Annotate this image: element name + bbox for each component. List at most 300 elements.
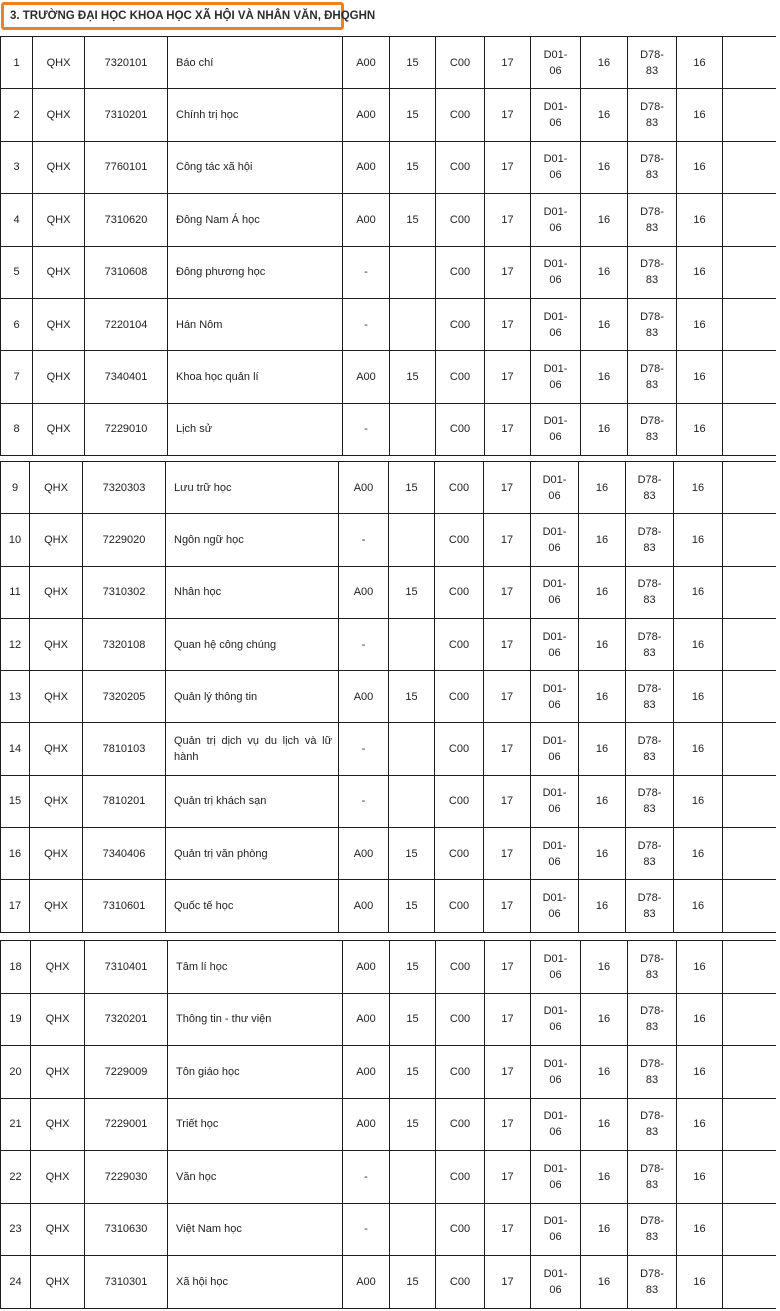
school-code: QHX xyxy=(31,1098,85,1151)
combo-1: A00 xyxy=(343,1046,390,1099)
combo-code-prefix: D78- xyxy=(637,473,662,486)
score-1: 15 xyxy=(390,1046,436,1099)
combo-code-suffix: 83 xyxy=(643,751,656,764)
combo-code-suffix: 06 xyxy=(548,489,561,502)
score-3: 16 xyxy=(581,1203,628,1256)
combo-3 xyxy=(531,89,581,141)
score-3: 16 xyxy=(581,89,628,141)
combo-3 xyxy=(531,1256,581,1309)
combo-code-suffix: 06 xyxy=(548,594,561,607)
empty-cell xyxy=(723,1151,776,1204)
combo-1: A00 xyxy=(339,566,389,618)
table-row xyxy=(1,462,776,514)
score-4: 16 xyxy=(677,246,723,298)
score-2: 17 xyxy=(485,1203,531,1256)
combo-code-suffix: 06 xyxy=(549,431,562,444)
row-number: 5 xyxy=(1,246,33,298)
combo-code-suffix: 83 xyxy=(643,855,656,868)
combo-code-suffix: 83 xyxy=(645,968,659,981)
combo-code-suffix: 83 xyxy=(643,908,656,921)
empty-cell xyxy=(723,298,776,350)
combo-code-prefix: D78- xyxy=(637,787,662,800)
major-name: Thông tin - thư viện xyxy=(168,993,343,1046)
major-code: 7229010 xyxy=(85,403,168,455)
score-1 xyxy=(389,618,435,670)
score-4: 16 xyxy=(677,298,723,350)
combo-1: - xyxy=(343,246,390,298)
score-4: 16 xyxy=(677,1151,723,1204)
school-code: QHX xyxy=(33,298,85,350)
combo-3 xyxy=(531,246,581,298)
table-row xyxy=(1,1151,776,1204)
major-code: 7229020 xyxy=(83,514,166,566)
score-2: 17 xyxy=(484,566,531,618)
combo-code-prefix: D78- xyxy=(637,735,662,748)
score-2: 17 xyxy=(485,194,531,246)
combo-4 xyxy=(626,671,674,723)
school-code: QHX xyxy=(31,993,85,1046)
combo-3 xyxy=(531,723,579,775)
table-row xyxy=(1,298,776,350)
score-3: 16 xyxy=(581,246,628,298)
row-number: 23 xyxy=(1,1203,31,1256)
score-1: 15 xyxy=(390,89,436,141)
score-1: 15 xyxy=(390,1098,436,1151)
empty-cell xyxy=(723,403,776,455)
score-4: 16 xyxy=(674,671,723,723)
row-number: 13 xyxy=(1,671,30,723)
combo-code-prefix: D78- xyxy=(640,101,664,114)
empty-cell xyxy=(723,1203,776,1256)
combo-code-prefix: D01- xyxy=(543,1215,568,1228)
combo-1: - xyxy=(343,1203,390,1256)
combo-4 xyxy=(626,775,674,827)
score-4: 16 xyxy=(677,941,723,994)
combo-2: C00 xyxy=(436,141,485,193)
combo-code-suffix: 06 xyxy=(549,379,562,392)
combo-code-suffix: 83 xyxy=(645,64,659,77)
combo-1: A00 xyxy=(339,880,389,932)
combo-3 xyxy=(531,941,581,994)
major-code: 7320108 xyxy=(83,618,166,670)
row-number: 19 xyxy=(1,993,31,1046)
empty-cell xyxy=(723,246,776,298)
major-name: Triết học xyxy=(168,1098,343,1151)
combo-code-prefix: D78- xyxy=(640,363,664,376)
combo-code-prefix: D01- xyxy=(543,48,568,61)
combo-4 xyxy=(626,514,674,566)
combo-code-suffix: 83 xyxy=(645,221,659,234)
empty-cell xyxy=(723,462,776,514)
score-2: 17 xyxy=(485,403,531,455)
row-number: 17 xyxy=(1,880,30,932)
combo-4 xyxy=(628,1098,677,1151)
combo-3 xyxy=(531,1151,581,1204)
table-block xyxy=(0,940,776,1309)
combo-code-suffix: 83 xyxy=(645,1073,659,1086)
table-block xyxy=(0,461,776,933)
combo-code-suffix: 06 xyxy=(549,169,562,182)
empty-cell xyxy=(723,1046,776,1099)
row-number: 21 xyxy=(1,1098,31,1151)
table-row xyxy=(1,403,776,455)
score-3: 16 xyxy=(581,403,628,455)
school-code: QHX xyxy=(33,141,85,193)
score-4: 16 xyxy=(674,775,723,827)
empty-cell xyxy=(723,194,776,246)
score-2: 17 xyxy=(484,671,531,723)
empty-cell xyxy=(723,1256,776,1309)
combo-2: C00 xyxy=(436,941,485,994)
major-code: 7220104 xyxy=(85,298,168,350)
combo-2: C00 xyxy=(436,1098,485,1151)
school-code: QHX xyxy=(30,880,83,932)
major-name: Quản trị khách sạn xyxy=(166,775,339,827)
score-3: 16 xyxy=(581,1046,628,1099)
combo-code-suffix: 83 xyxy=(645,1021,659,1034)
score-2: 17 xyxy=(485,993,531,1046)
empty-cell xyxy=(723,89,776,141)
major-code: 7810103 xyxy=(83,723,166,775)
combo-code-suffix: 83 xyxy=(643,541,656,554)
combo-code-suffix: 83 xyxy=(643,646,656,659)
combo-code-suffix: 06 xyxy=(549,968,562,981)
table-row xyxy=(1,618,776,670)
combo-code-prefix: D01- xyxy=(543,153,568,166)
major-code: 7340401 xyxy=(85,351,168,403)
combo-3 xyxy=(531,828,579,880)
combo-3 xyxy=(531,194,581,246)
empty-cell xyxy=(723,566,776,618)
table-row xyxy=(1,1256,776,1309)
row-number: 6 xyxy=(1,298,33,350)
table-row xyxy=(1,1046,776,1099)
combo-3 xyxy=(531,141,581,193)
table-row xyxy=(1,351,776,403)
combo-2: C00 xyxy=(435,462,484,514)
score-1: 15 xyxy=(390,993,436,1046)
combo-4 xyxy=(626,828,674,880)
table-row xyxy=(1,993,776,1046)
score-1: 15 xyxy=(389,462,435,514)
score-1: 15 xyxy=(390,941,436,994)
score-1 xyxy=(390,403,436,455)
major-name: Quản trị dịch vụ du lịch và lữ hành xyxy=(166,723,339,775)
combo-1: - xyxy=(343,298,390,350)
combo-code-prefix: D01- xyxy=(543,1162,568,1175)
row-number: 18 xyxy=(1,941,31,994)
major-name: Tôn giáo học xyxy=(168,1046,343,1099)
row-number: 10 xyxy=(1,514,30,566)
combo-code-suffix: 06 xyxy=(548,751,561,764)
major-code: 7310620 xyxy=(85,194,168,246)
score-4: 16 xyxy=(677,1256,723,1309)
table-row xyxy=(1,37,776,89)
major-code: 7320101 xyxy=(85,37,168,89)
combo-3 xyxy=(531,514,579,566)
combo-3 xyxy=(531,403,581,455)
combo-2: C00 xyxy=(436,351,485,403)
combo-code-prefix: D78- xyxy=(640,153,664,166)
combo-1: - xyxy=(339,514,389,566)
combo-1: - xyxy=(339,618,389,670)
score-4: 16 xyxy=(674,828,723,880)
major-name: Đông Nam Á học xyxy=(168,194,343,246)
section-title: 3. TRƯỜNG ĐẠI HỌC KHOA HỌC XÃ HỘI VÀ NHÂN VĂN, ĐHQGHN xyxy=(10,10,376,22)
major-name: Quản lý thông tin xyxy=(166,671,339,723)
major-code: 7310302 xyxy=(83,566,166,618)
school-code: QHX xyxy=(33,351,85,403)
score-2: 17 xyxy=(485,1046,531,1099)
score-1 xyxy=(389,514,435,566)
combo-3 xyxy=(531,880,579,932)
combo-2: C00 xyxy=(435,671,484,723)
combo-code-prefix: D78- xyxy=(637,630,662,643)
combo-code-prefix: D01- xyxy=(542,630,567,643)
score-3: 16 xyxy=(579,462,626,514)
combo-code-suffix: 83 xyxy=(645,1126,659,1139)
school-code: QHX xyxy=(33,246,85,298)
combo-4 xyxy=(628,993,677,1046)
combo-1: A00 xyxy=(343,1098,390,1151)
row-number: 9 xyxy=(1,462,30,514)
score-4: 16 xyxy=(677,194,723,246)
score-2: 17 xyxy=(485,37,531,89)
combo-2: C00 xyxy=(435,775,484,827)
empty-cell xyxy=(723,141,776,193)
major-code: 7310201 xyxy=(85,89,168,141)
combo-4 xyxy=(628,1151,677,1204)
combo-4 xyxy=(626,462,674,514)
combo-1: A00 xyxy=(343,993,390,1046)
combo-4 xyxy=(628,141,677,193)
school-code: QHX xyxy=(33,37,85,89)
combo-4 xyxy=(628,351,677,403)
score-1: 15 xyxy=(389,828,435,880)
school-code: QHX xyxy=(31,1151,85,1204)
empty-cell xyxy=(723,1098,776,1151)
empty-cell xyxy=(723,618,776,670)
major-code: 7810201 xyxy=(83,775,166,827)
combo-code-prefix: D01- xyxy=(543,363,568,376)
score-3: 16 xyxy=(579,514,626,566)
combo-1: - xyxy=(339,775,389,827)
section-header xyxy=(1,2,376,30)
combo-4 xyxy=(626,618,674,670)
combo-code-prefix: D78- xyxy=(637,682,662,695)
combo-4 xyxy=(626,566,674,618)
score-1 xyxy=(390,298,436,350)
row-number: 1 xyxy=(1,37,33,89)
major-code: 7229030 xyxy=(85,1151,168,1204)
row-number: 7 xyxy=(1,351,33,403)
table-block xyxy=(0,36,776,456)
major-code: 7320201 xyxy=(85,993,168,1046)
score-2: 17 xyxy=(484,514,531,566)
table-row xyxy=(1,775,776,827)
score-2: 17 xyxy=(485,298,531,350)
table-row xyxy=(1,941,776,994)
combo-2: C00 xyxy=(436,1256,485,1309)
score-4: 16 xyxy=(674,462,723,514)
row-number: 8 xyxy=(1,403,33,455)
row-number: 4 xyxy=(1,194,33,246)
combo-1: - xyxy=(343,403,390,455)
major-code: 7320205 xyxy=(83,671,166,723)
school-code: QHX xyxy=(30,775,83,827)
combo-code-suffix: 83 xyxy=(645,379,659,392)
row-number: 24 xyxy=(1,1256,31,1309)
score-4: 16 xyxy=(677,1046,723,1099)
combo-code-prefix: D01- xyxy=(543,310,568,323)
combo-3 xyxy=(531,993,581,1046)
score-1: 15 xyxy=(389,880,435,932)
major-code: 7320303 xyxy=(83,462,166,514)
school-code: QHX xyxy=(30,618,83,670)
combo-code-prefix: D78- xyxy=(640,1215,664,1228)
table-row xyxy=(1,514,776,566)
combo-code-prefix: D78- xyxy=(637,578,662,591)
combo-3 xyxy=(531,351,581,403)
empty-cell xyxy=(723,828,776,880)
row-number: 22 xyxy=(1,1151,31,1204)
score-2: 17 xyxy=(484,462,531,514)
combo-4 xyxy=(628,403,677,455)
school-code: QHX xyxy=(30,671,83,723)
combo-1: A00 xyxy=(343,351,390,403)
combo-code-suffix: 83 xyxy=(645,326,659,339)
combo-code-prefix: D78- xyxy=(640,1162,664,1175)
combo-code-suffix: 06 xyxy=(548,803,561,816)
combo-3 xyxy=(531,298,581,350)
score-2: 17 xyxy=(484,775,531,827)
school-code: QHX xyxy=(33,403,85,455)
score-2: 17 xyxy=(485,1256,531,1309)
combo-3 xyxy=(531,566,579,618)
combo-code-prefix: D78- xyxy=(640,415,664,428)
score-4: 16 xyxy=(674,514,723,566)
combo-code-suffix: 83 xyxy=(643,803,656,816)
score-1 xyxy=(390,246,436,298)
score-3: 16 xyxy=(579,566,626,618)
combo-code-prefix: D78- xyxy=(640,205,664,218)
score-2: 17 xyxy=(484,880,531,932)
combo-2: C00 xyxy=(435,566,484,618)
school-code: QHX xyxy=(31,941,85,994)
combo-code-suffix: 06 xyxy=(549,1231,562,1244)
major-name: Tâm lí học xyxy=(168,941,343,994)
combo-code-prefix: D01- xyxy=(542,839,567,852)
score-3: 16 xyxy=(579,828,626,880)
combo-code-prefix: D01- xyxy=(542,578,567,591)
combo-code-prefix: D78- xyxy=(640,952,664,965)
combo-code-suffix: 83 xyxy=(645,274,659,287)
score-4: 16 xyxy=(677,89,723,141)
row-number: 3 xyxy=(1,141,33,193)
combo-code-prefix: D01- xyxy=(543,1057,568,1070)
combo-2: C00 xyxy=(436,37,485,89)
combo-code-prefix: D78- xyxy=(640,310,664,323)
combo-code-suffix: 83 xyxy=(643,489,656,502)
empty-cell xyxy=(723,37,776,89)
score-2: 17 xyxy=(485,941,531,994)
major-name: Việt Nam học xyxy=(168,1203,343,1256)
score-4: 16 xyxy=(677,1098,723,1151)
score-3: 16 xyxy=(579,618,626,670)
school-code: QHX xyxy=(30,828,83,880)
combo-code-suffix: 06 xyxy=(549,1178,562,1191)
row-number: 16 xyxy=(1,828,30,880)
row-number: 14 xyxy=(1,723,30,775)
score-2: 17 xyxy=(485,141,531,193)
combo-1: A00 xyxy=(343,37,390,89)
score-3: 16 xyxy=(579,775,626,827)
combo-3 xyxy=(531,1046,581,1099)
school-code: QHX xyxy=(30,566,83,618)
combo-2: C00 xyxy=(436,89,485,141)
combo-code-prefix: D01- xyxy=(542,892,567,905)
combo-code-prefix: D01- xyxy=(542,787,567,800)
score-4: 16 xyxy=(677,403,723,455)
score-3: 16 xyxy=(581,1098,628,1151)
combo-code-suffix: 83 xyxy=(645,117,659,130)
score-4: 16 xyxy=(674,723,723,775)
school-code: QHX xyxy=(30,514,83,566)
combo-2: C00 xyxy=(436,1151,485,1204)
combo-code-suffix: 83 xyxy=(643,594,656,607)
combo-code-prefix: D01- xyxy=(542,473,567,486)
score-1: 15 xyxy=(389,671,435,723)
score-3: 16 xyxy=(579,671,626,723)
score-1: 15 xyxy=(390,1256,436,1309)
combo-code-suffix: 06 xyxy=(548,541,561,554)
score-2: 17 xyxy=(485,351,531,403)
combo-3 xyxy=(531,671,579,723)
combo-4 xyxy=(628,1046,677,1099)
combo-code-suffix: 06 xyxy=(549,117,562,130)
combo-1: A00 xyxy=(343,141,390,193)
score-2: 17 xyxy=(484,723,531,775)
school-code: QHX xyxy=(31,1046,85,1099)
combo-code-prefix: D01- xyxy=(542,682,567,695)
combo-2: C00 xyxy=(436,298,485,350)
combo-code-suffix: 06 xyxy=(549,274,562,287)
major-name: Văn học xyxy=(168,1151,343,1204)
combo-code-suffix: 06 xyxy=(548,698,561,711)
major-name: Công tác xã hội xyxy=(168,141,343,193)
combo-1: A00 xyxy=(339,462,389,514)
table-row xyxy=(1,194,776,246)
combo-code-prefix: D01- xyxy=(542,525,567,538)
combo-code-suffix: 06 xyxy=(549,1021,562,1034)
combo-2: C00 xyxy=(436,993,485,1046)
combo-1: A00 xyxy=(343,89,390,141)
combo-code-prefix: D78- xyxy=(637,839,662,852)
combo-code-suffix: 83 xyxy=(645,1231,659,1244)
major-name: Quản trị văn phòng xyxy=(166,828,339,880)
combo-2: C00 xyxy=(436,403,485,455)
combo-1: A00 xyxy=(343,941,390,994)
combo-2: C00 xyxy=(436,1046,485,1099)
empty-cell xyxy=(723,941,776,994)
school-code: QHX xyxy=(33,194,85,246)
combo-code-prefix: D78- xyxy=(640,48,664,61)
combo-code-suffix: 06 xyxy=(548,855,561,868)
score-1: 15 xyxy=(390,37,436,89)
combo-4 xyxy=(628,941,677,994)
major-code: 7229001 xyxy=(85,1098,168,1151)
combo-code-suffix: 83 xyxy=(645,431,659,444)
